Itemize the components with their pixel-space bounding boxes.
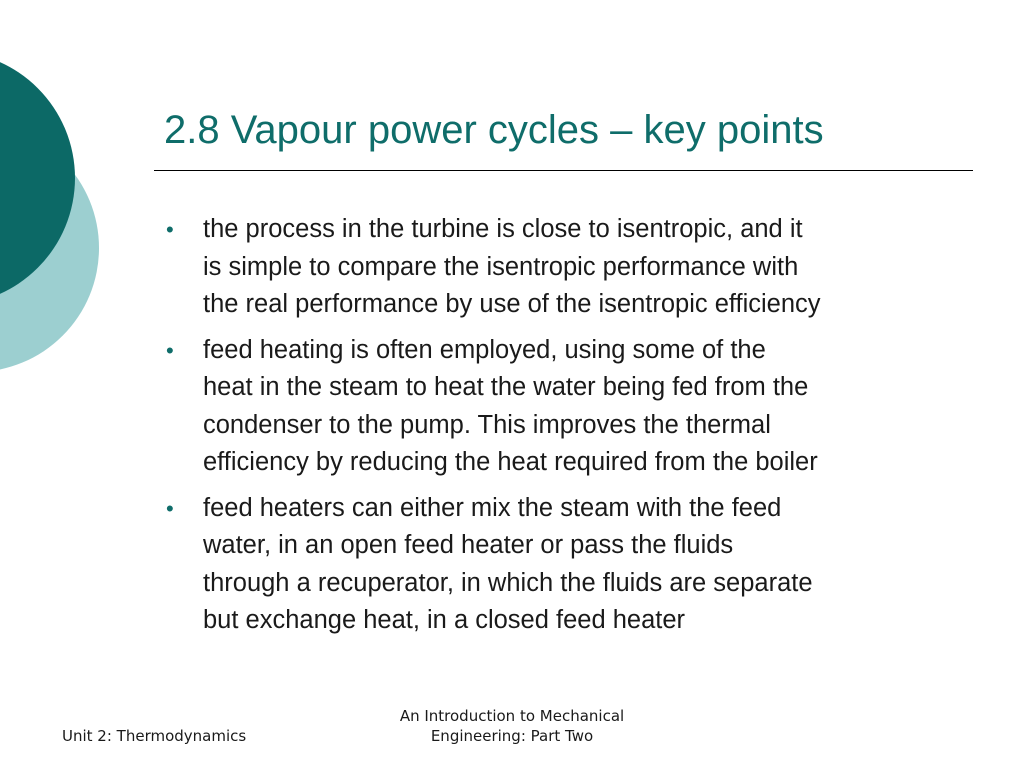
bullet-line: the real performance by use of the isentropic efficiency: [203, 290, 821, 318]
bullet-line: efficiency by reducing the heat required from the boiler: [203, 448, 818, 476]
bullet-line: water, in an open feed heater or pass the fluids: [203, 531, 734, 559]
bullet-marker: •: [166, 495, 174, 521]
bullet-marker: •: [166, 337, 174, 363]
bullet-marker: •: [166, 217, 174, 242]
bullet-line: condenser to the pump. This improves the thermal: [203, 410, 771, 439]
bullet-line: but exchange heat, in a closed feed heater: [203, 606, 686, 634]
footer-course-line: An Introduction to Mechanical: [399, 707, 625, 725]
bullet-line: the process in the turbine is close to isentropic, and it: [203, 215, 803, 243]
bullet-line: feed heating is often employed, using some of the: [203, 335, 766, 364]
bullet-item: [166, 490, 966, 640]
footer-course-line: Engineering: Part Two: [430, 727, 594, 745]
bullet-line: through a recuperator, in which the fluids are separate: [203, 568, 813, 597]
title-divider: [154, 170, 973, 171]
slide-title: 2.8 Vapour power cycles – key points: [164, 108, 824, 152]
footer-course-title: [362, 706, 662, 746]
bullet-line: feed heaters can either mix the steam with the feed: [203, 493, 782, 522]
bullet-item: [166, 211, 966, 324]
decorative-circles: [0, 0, 110, 420]
footer-unit-label: Unit 2: Thermodynamics: [62, 727, 247, 745]
bullet-line: is simple to compare the isentropic performance with: [203, 252, 799, 281]
bullet-item: [166, 332, 966, 482]
bullet-line: heat in the steam to heat the water being fed from the: [203, 373, 809, 401]
bullet-list: [166, 211, 966, 648]
